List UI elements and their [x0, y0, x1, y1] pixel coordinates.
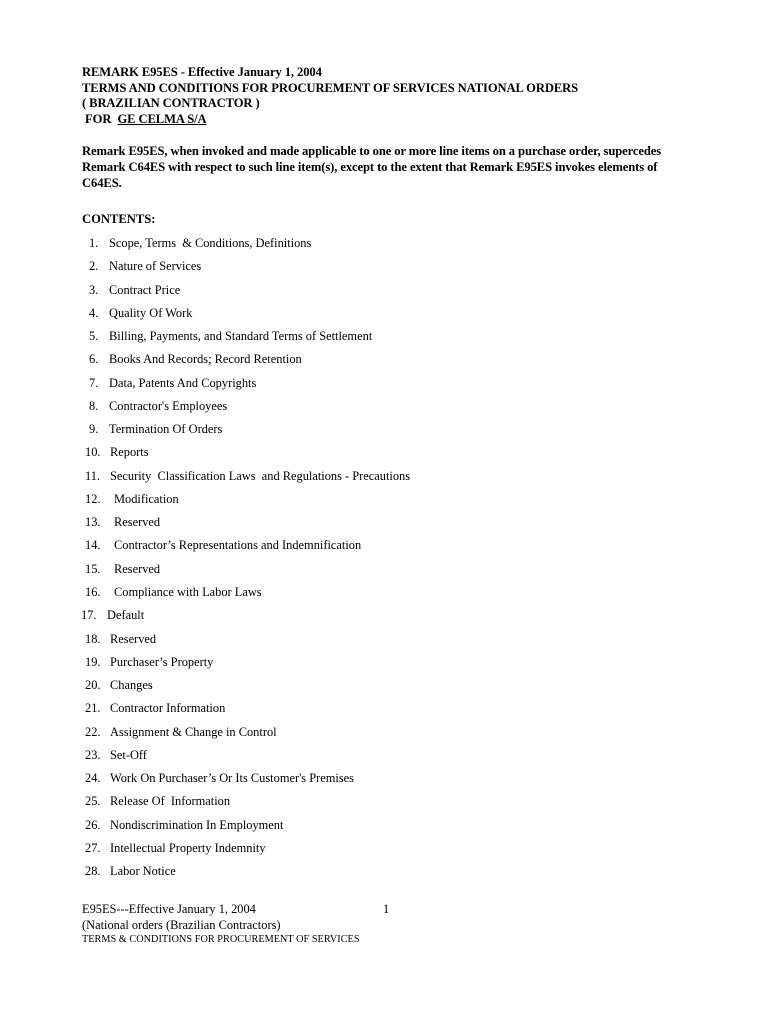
list-item [0, 863, 700, 886]
item-number: 13. [85, 515, 101, 530]
item-number: 24. [85, 771, 101, 786]
list-item [0, 305, 700, 328]
item-number: 21. [85, 701, 101, 716]
item-number: 19. [85, 654, 101, 669]
header-title-line: TERMS AND CONDITIONS FOR PROCUREMENT OF SERVICES NATIONAL ORDERS [82, 80, 579, 95]
item-label: Contractor's Employees [109, 398, 228, 413]
list-item [0, 654, 700, 677]
item-label: Termination Of Orders [109, 422, 223, 437]
list-item [0, 421, 700, 444]
page-footer [82, 902, 702, 947]
item-label: Intellectual Property Indemnity [110, 840, 266, 855]
item-label: Nondiscrimination In Employment [110, 817, 284, 832]
item-label: Release Of Information [110, 794, 231, 809]
list-item [0, 282, 700, 305]
item-label: Purchaser’s Property [110, 654, 214, 669]
item-number: 25. [85, 794, 101, 809]
item-number: 12. [85, 491, 101, 506]
item-number: 6. [89, 352, 99, 367]
list-item [0, 700, 700, 723]
list-item [0, 770, 700, 793]
list-item [0, 398, 700, 421]
item-label: Quality Of Work [109, 305, 193, 320]
item-label: Compliance with Labor Laws [114, 584, 262, 599]
header-contractor-line: ( BRAZILIAN CONTRACTOR ) [82, 96, 260, 111]
item-number: 26. [85, 817, 101, 832]
item-label: Books And Records; Record Retention [109, 352, 302, 367]
item-number: 2. [89, 259, 99, 274]
item-number: 23. [85, 747, 101, 762]
intro-paragraph: Remark E95ES, when invoked and made applicable to one or more line items on a purchase order, supercedes Remark C64ES with respect to such line item(s), except to the extent that Remark E95ES invokes elements of C64ES. [82, 144, 662, 190]
document-header [82, 65, 578, 127]
item-number: 11. [85, 468, 101, 483]
contents-heading: CONTENTS: [82, 212, 156, 226]
item-number: 28. [85, 864, 101, 879]
item-number: 9. [89, 422, 99, 437]
item-number: 5. [89, 329, 99, 344]
list-item [0, 328, 700, 351]
item-number: 17. [81, 608, 97, 623]
item-number: 4. [89, 305, 99, 320]
item-label: Changes [110, 678, 153, 693]
item-label: Contractor Information [110, 701, 226, 716]
list-item [0, 514, 700, 537]
item-label: Reserved [114, 515, 161, 530]
list-item [0, 468, 700, 491]
list-item [0, 840, 700, 863]
item-label: Default [107, 608, 145, 623]
header-for-line [82, 112, 578, 128]
item-label: Reports [110, 445, 149, 460]
item-label: Billing, Payments, and Standard Terms of Settlement [109, 329, 373, 344]
header-remark-line: REMARK E95ES - Effective January 1, 2004 [82, 65, 322, 79]
list-item [0, 584, 700, 607]
item-number: 8. [89, 398, 99, 413]
contents-list [0, 235, 700, 886]
list-item [0, 235, 700, 258]
item-label: Security Classification Laws and Regulations - Precautions [110, 468, 411, 483]
list-item [0, 351, 700, 374]
list-item [0, 537, 700, 560]
item-label: Reserved [110, 631, 157, 646]
header-for-prefix: FOR [82, 111, 118, 126]
item-number: 18. [85, 631, 101, 646]
list-item [0, 607, 700, 630]
item-label: Labor Notice [110, 864, 176, 879]
list-item [0, 793, 700, 816]
list-item [0, 258, 700, 281]
item-number: 22. [85, 724, 101, 739]
item-number: 7. [89, 375, 99, 390]
item-number: 14. [85, 538, 101, 553]
list-item [0, 375, 700, 398]
page-number: 1 [383, 902, 390, 916]
item-label: Data, Patents And Copyrights [109, 375, 257, 390]
item-label: Set-Off [110, 747, 147, 762]
item-label: Work On Purchaser’s Or Its Customer's Premises [110, 771, 354, 786]
footer-orders-line: (National orders (Brazilian Contractors) [82, 917, 281, 932]
footer-effective-line: E95ES---Effective January 1, 2004 [82, 902, 256, 916]
list-item [0, 747, 700, 770]
item-label: Contract Price [109, 282, 181, 297]
item-number: 15. [85, 561, 101, 576]
header-company-name: GE CELMA S/A [117, 111, 207, 126]
item-number: 20. [85, 678, 101, 693]
item-number: 10. [85, 445, 101, 460]
item-label: Nature of Services [109, 259, 202, 274]
list-item [0, 817, 700, 840]
list-item [0, 724, 700, 747]
item-label: Reserved [114, 561, 161, 576]
item-number: 1. [89, 236, 99, 250]
item-label: Scope, Terms & Conditions, Definitions [109, 236, 312, 250]
footer-title-line: TERMS & CONDITIONS FOR PROCUREMENT OF SERVICES [82, 934, 360, 945]
list-item [0, 444, 700, 467]
item-label: Contractor’s Representations and Indemnification [114, 538, 362, 553]
item-label: Modification [114, 491, 179, 506]
item-number: 27. [85, 840, 101, 855]
item-label: Assignment & Change in Control [110, 724, 277, 739]
list-item [0, 631, 700, 654]
list-item [0, 561, 700, 584]
list-item [0, 677, 700, 700]
item-number: 3. [89, 282, 99, 297]
item-number: 16. [85, 584, 101, 599]
list-item [0, 491, 700, 514]
